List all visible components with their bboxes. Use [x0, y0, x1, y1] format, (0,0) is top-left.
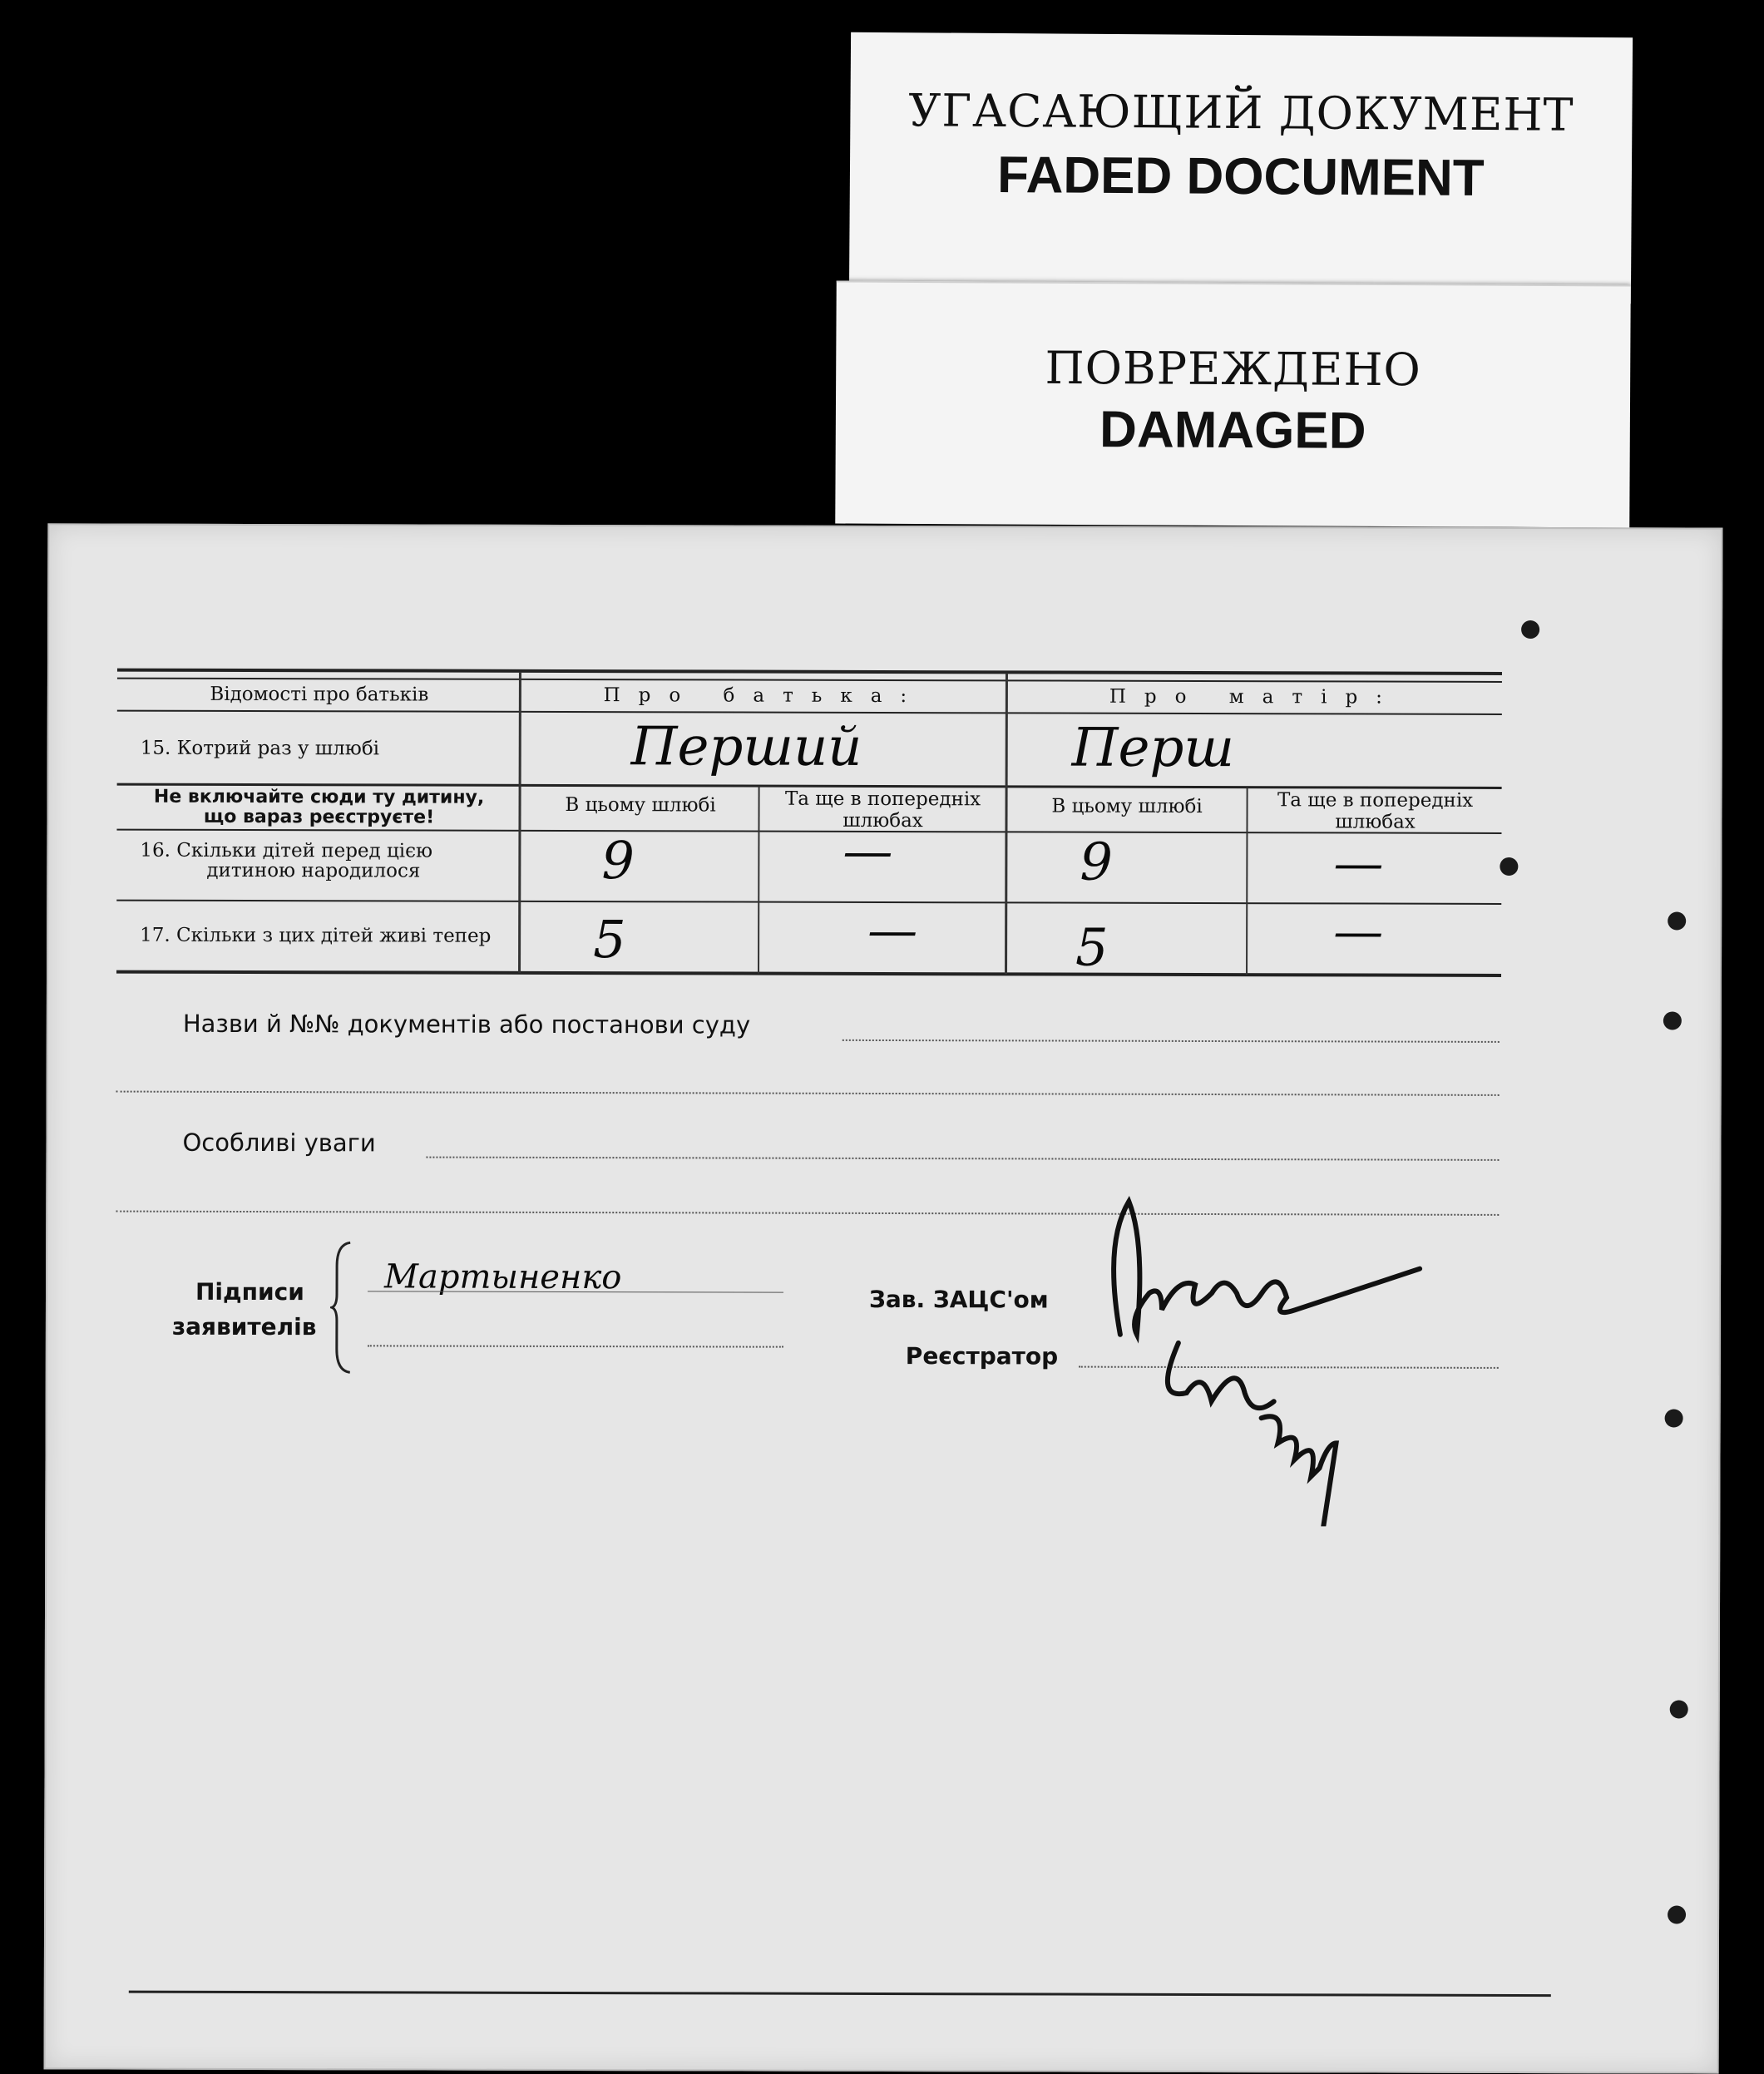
damaged-label-ru: ПОВРЕЖДЕНО: [1045, 341, 1421, 397]
faded-label-ru: УГАСАЮЩИЙ ДОКУМЕНТ: [908, 84, 1574, 141]
damaged-label-en: DAMAGED: [1099, 401, 1366, 460]
documents-line-2: [116, 1091, 1500, 1096]
row16-father-this-value: 9: [601, 830, 635, 891]
row17-label: 17. Скільки з цих дітей живі тепер: [140, 924, 492, 947]
note-line2: що вараз реєструєте!: [203, 806, 435, 828]
zags-head-label: Зав. ЗАЦС'ом: [868, 1285, 1049, 1314]
row17-father-this-value: 5: [593, 909, 626, 970]
row15-father-handwritten: Перший: [630, 716, 862, 778]
table-col-divider: [1005, 673, 1008, 974]
row16-mother-this-value: 9: [1080, 831, 1113, 892]
documents-field-label: Назви й №№ документів або постанови суду: [182, 1009, 751, 1039]
faded-label-en: FADED DOCUMENT: [996, 146, 1485, 208]
documents-line: [842, 1039, 1500, 1043]
father-previous-marriages: Та ще в попередніх шлюбах: [784, 788, 981, 832]
table-col-divider: [1246, 788, 1248, 975]
header-father: Про батька:: [603, 684, 926, 708]
punch-hole: [1668, 1905, 1686, 1923]
mother-this-marriage: В цьому шлюбі: [1051, 795, 1203, 818]
faded-document-label: [849, 32, 1633, 304]
card-bottom-rule: [129, 1991, 1551, 1997]
remarks-field-label: Особливі уваги: [182, 1128, 376, 1158]
applicants-signature-label-2: заявителів: [171, 1312, 317, 1341]
table-bottom-border: [116, 970, 1501, 977]
table-col-divider: [518, 672, 521, 973]
note-line1: Не включайте сюди ту дитину,: [153, 786, 485, 808]
registrar-label: Реєстратор: [905, 1342, 1059, 1370]
header-mother: Про матір:: [1109, 685, 1401, 709]
table-divider: [116, 900, 1501, 905]
remarks-line: [426, 1157, 1499, 1161]
row16-label-line2: дитиною народилося: [206, 859, 421, 882]
row16-mother-prev-value: —: [1333, 834, 1384, 893]
applicant-signature: Мартыненко: [384, 1257, 622, 1297]
row17-mother-this-value: 5: [1075, 916, 1109, 978]
row16-father-prev-value: —: [842, 822, 893, 881]
applicant-signature-line-2: [368, 1345, 783, 1347]
punch-hole: [1521, 620, 1539, 639]
record-card: [44, 523, 1723, 2073]
header-parents-info: Відомості про батьків: [210, 683, 429, 706]
row17-mother-prev-value: —: [1333, 902, 1384, 961]
brace-icon: [330, 1241, 355, 1374]
damaged-document-label: [835, 281, 1631, 528]
applicants-signature-label-1: Підписи: [195, 1277, 304, 1306]
punch-hole: [1670, 1700, 1688, 1718]
table-header-divider: [117, 678, 1502, 683]
head-signature-mark: [1070, 1193, 1486, 1527]
father-this-marriage: В цьому шлюбі: [565, 793, 716, 817]
mother-previous-marriages: Та ще в попередніх шлюбах: [1277, 789, 1474, 833]
punch-hole: [1663, 1011, 1682, 1030]
row16-label-line1: 16. Скільки дітей перед цією: [140, 839, 433, 862]
row15-mother-handwritten: Перш: [1071, 717, 1235, 780]
row17-father-prev-value: —: [867, 901, 918, 960]
punch-hole: [1668, 911, 1686, 930]
punch-hole: [1665, 1409, 1683, 1427]
row15-label: 15. Котрий раз у шлюбі: [140, 737, 380, 760]
punch-hole: [1500, 857, 1518, 876]
table-divider: [117, 710, 1502, 715]
table-top-border: [117, 669, 1502, 675]
